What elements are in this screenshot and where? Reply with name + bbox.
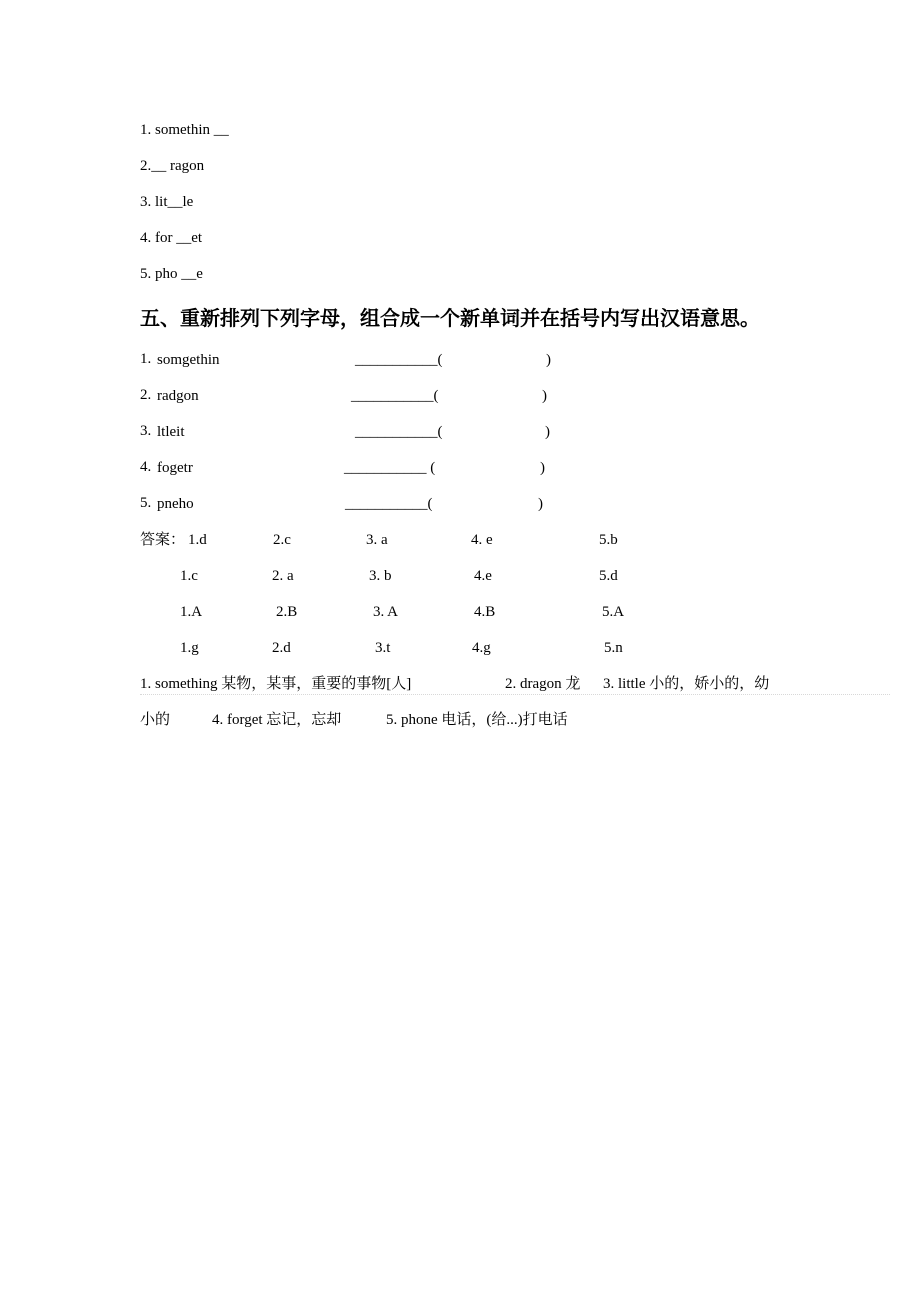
answers-label: 答案： [140,532,186,548]
answer-cell: 3. a [366,532,388,548]
meaning-dragon: 2. dragon 龙 [505,676,581,692]
answer-cell: 5.n [604,640,623,656]
answer-cell: 5.d [599,568,618,584]
scrambled-word: pneho [157,496,194,512]
answer-cell: 2.d [272,640,291,656]
answer-cell: 3. A [373,604,399,620]
answer-cell: 3. b [369,568,392,584]
meaning-little-cont: 小的 [140,712,171,728]
fill-item-2: 2.__ ragon [140,158,205,174]
item-number: 1. [140,351,152,367]
meaning-phone: 5. phone 电话，(给...)打电话 [386,712,568,728]
answer-cell: 3.t [375,640,391,656]
meaning-something: 1. something 某物，某事，重要的事物[人] [140,676,412,692]
scrambled-word: radgon [157,388,199,404]
scrambled-word: fogetr [157,460,193,476]
answer-cell: 4. e [471,532,493,548]
answer-cell: 5.A [602,604,625,620]
answer-cell: 2. a [272,568,294,584]
answer-cell: 4.e [474,568,492,584]
dotted-divider [140,694,890,695]
close-paren: ) [538,496,543,512]
fill-item-4: 4. for __et [140,230,203,246]
answer-blank: ___________( [355,424,443,440]
answer-cell: 1.d [188,532,207,548]
meaning-little: 3. little 小的，娇小的，幼 [603,676,770,692]
scrambled-word: somgethin [157,352,220,368]
section-heading: 五、重新排列下列字母，组合成一个新单词并在括号内写出汉语意思。 [140,306,760,330]
item-number: 3. [140,423,152,439]
answer-cell: 1.A [180,604,203,620]
item-number: 5. [140,495,152,511]
answer-cell: 1.g [180,640,199,656]
fill-item-5: 5. pho __e [140,266,203,282]
meaning-forget: 4. forget 忘记，忘却 [212,712,342,728]
answer-cell: 2.c [273,532,291,548]
close-paren: ) [546,352,551,368]
answer-blank: ___________ ( [344,460,436,476]
item-number: 4. [140,459,152,475]
answer-blank: ___________( [345,496,433,512]
close-paren: ) [545,424,550,440]
answer-cell: 4.B [474,604,496,620]
answer-cell: 1.c [180,568,198,584]
scrambled-word: ltleit [157,424,185,440]
fill-item-3: 3. lit__le [140,194,194,210]
close-paren: ) [540,460,545,476]
answer-blank: ___________( [355,352,443,368]
fill-item-1: 1. somethin __ [140,122,229,138]
answer-cell: 4.g [472,640,491,656]
close-paren: ) [542,388,547,404]
answer-blank: ___________( [351,388,439,404]
item-number: 2. [140,387,152,403]
answer-cell: 2.B [276,604,298,620]
answer-cell: 5.b [599,532,618,548]
